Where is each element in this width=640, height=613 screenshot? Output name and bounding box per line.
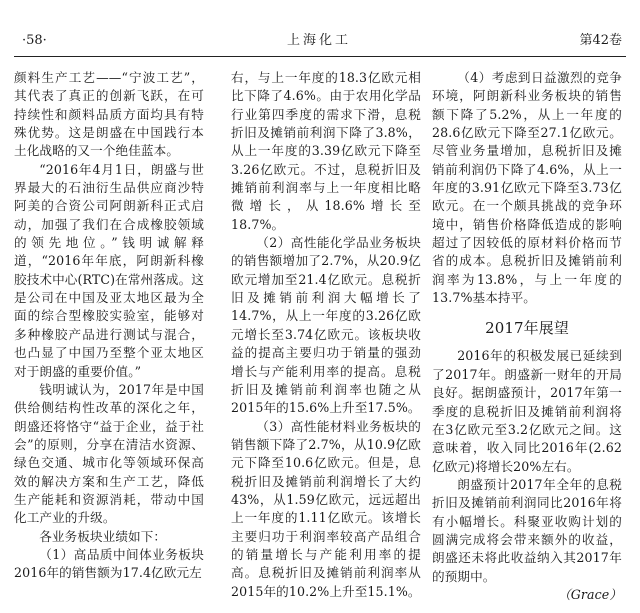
- paragraph: （4）考虑到日益激烈的竞争环境，阿朗新科业务板块的销售额下降了5.2%，从上一年度的28.6亿欧元下降至27.1亿欧元。尽管业务量增加，息税折旧及摊销前利润仍下降了4.6%，从上一年度的3.91亿欧元下降至3.73亿欧元。在一个颇具挑战的竞争环境中，销售价格降低造成的影响超过了因较低的原材料价格而节省的成本。息税折旧及摊销前利润率为13.8%，与上一年度的13.7%基本持平。: [432, 70, 622, 306]
- paragraph: （1）高品质中间体业务板块2016年的销售额为17.4亿欧元左: [14, 546, 204, 581]
- paragraph: （2）高性能化学品业务板块的销售额增加了2.7%，从20.9亿欧元增加至21.4亿欧元。息税折旧及摊销前利润大幅增长了14.7%，从上一年度的3.26亿欧元增长至3.74亿欧元。该板块收益的提高主要归功于销量的强劲增长与产能利用率的提高。息税折旧及摊销前利润率也随之从2015年的15.6%上升至17.5%。: [231, 235, 421, 416]
- paragraph: “2016年4月1日，朗盛与世界最大的石油衍生品供应商沙特阿美的合资公司阿朗新科正式启动，加强了我们在合成橡胶领域的领先地位。”钱明诚解释道，“2016年年底，阿朗新科橡胶技术中心(RTC)在常州落成。这是公司在中国及亚太地区最为全面的综合型橡胶实验室，能够对多种橡胶产品进行测试与混合，也凸显了中国乃至整个亚太地区对于朗盛的重要价值。”: [14, 161, 204, 379]
- paragraph: 各业务板块业绩如下：: [39, 528, 167, 544]
- column-left: [14, 69, 204, 583]
- header-rule: [14, 56, 626, 57]
- column-middle: [231, 69, 421, 601]
- column-right: [432, 69, 622, 604]
- journal-title: 上海化工: [286, 33, 351, 48]
- paragraph: （3）高性能材料业务板块的销售额下降了2.7%，从10.9亿欧元下降至10.6亿欧元。但是，息税折旧及摊销前利润增长了大约43%，从1.59亿欧元，远远超出上一年度的1.11亿欧元。该增长主要归功于利润率较高产品组合的销量增长与产能利用率的提高。息税折旧及摊销前利润率从2015年的10.2%上升至15.1%。: [231, 418, 421, 599]
- paragraph: 2016年的积极发展已延续到了2017年。朗盛新一财年的开局良好。据朗盛预计，2017年第一季度的息税折旧及摊销前利润将在3亿欧元至3.2亿欧元之间。这意味着，收入同比2016年(2.62亿欧元)将增长20%左右。: [432, 348, 622, 474]
- paragraph: 朗盛预计2017年全年的息税折旧及摊销前利润同比2016年将有小幅增长。科聚亚收购计划的圆满完成将会带来额外的收益，朗盛还未将此收益纳入其2017年的预期中。: [432, 476, 622, 584]
- paragraph: 右，与上一年度的18.3亿欧元相比下降了4.6%。由于农用化学品行业第四季度的需求下滑，息税折旧及摊销前利润下降了3.8%，从上一年度的3.39亿欧元下降至3.26亿欧元。不过，息税折旧及摊销前利润率与上一年度相比略微增长，从18.6%增长至18.7%。: [231, 70, 421, 232]
- paragraph: 颜料生产工艺——“宁波工艺”，其代表了真正的创新飞跃，在可持续性和颜料品质方面均具有特殊优势。这是朗盛在中国践行本土化战略的又一个绝佳蓝本。: [14, 70, 204, 159]
- paragraph: 钱明诚认为，2017年是中国供给侧结构性改革的深化之年，朗盛还将恪守“益于企业，益于社会”的原则，分享在清洁水资源、绿色交通、城市化等领域环保高效的解决方案和生产工艺，降低生产能耗和资源消耗，带动中国化工产业的升级。: [14, 381, 204, 526]
- author-signature: （Grace）: [558, 586, 622, 602]
- page-number: ·58·: [22, 33, 47, 48]
- section-heading: 2017年展望: [485, 319, 569, 338]
- volume-label: 第42卷: [579, 33, 622, 48]
- page-header: [14, 28, 624, 54]
